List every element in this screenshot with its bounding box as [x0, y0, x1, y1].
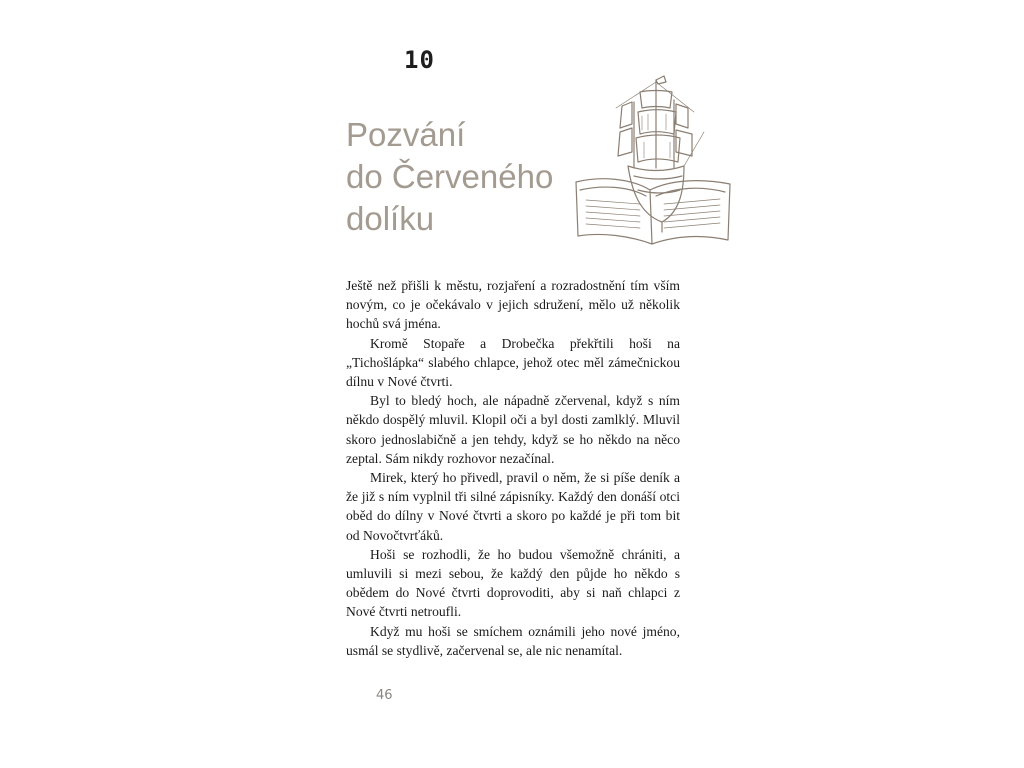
- paragraph-4: Mirek, který ho přivedl, pravil o něm, že si píše deník a že již s ním vyplnil tři silné zápisníky. Každý den donáší otci oběd do dílny v Nové čtvrti a skoro po každé je při tom bit od Novočtvrťáků.: [346, 470, 680, 543]
- page-number: 46: [376, 688, 393, 703]
- paragraph-2: Kromě Stopaře a Drobečka překřtili hoši na „Tichošlápka“ slabého chlapce, jehož otec měl zámečnickou dílnu v Nové čtvrti.: [346, 335, 680, 390]
- paragraph-6: Když mu hoši se smíchem oznámili jeho nové jméno, usmál se stydlivě, začervenal se, ale nic nenamítal.: [346, 623, 680, 658]
- chapter-title-line-3: dolíku: [346, 200, 435, 237]
- chapter-title-line-1: Pozvání: [346, 116, 466, 153]
- chapter-body: [346, 276, 680, 660]
- chapter-title: [346, 114, 553, 240]
- chapter-number: 10: [404, 46, 435, 74]
- paragraph-1: Ještě než přišli k městu, rozjaření a rozradostnění tím vším novým, co je očekávalo v jejich sdružení, mělo už několik hochů svá jména.: [346, 278, 680, 332]
- paragraph-3: Byl to bledý hoch, ale nápadně zčervenal, když s ním někdo dospělý mluvil. Klopil oči a byl dosti zamlklý. Mluvil skoro jednoslabičně a jen tehdy, když se ho někdo na něco zeptal. Sám nikdy rozhovor nezačínal.: [346, 393, 680, 466]
- paragraph-5: Hoši se rozhodli, že ho budou všemožně chrániti, a umluvili si mezi sebou, že každý den půjde ho někdo s obědem do Nové čtvrti doprovoditi, aby si naň chlapci z Nové čtvrti netroufli.: [346, 546, 680, 620]
- chapter-title-line-2: do Červeného: [346, 158, 554, 195]
- ship-on-book-icon: [570, 72, 735, 250]
